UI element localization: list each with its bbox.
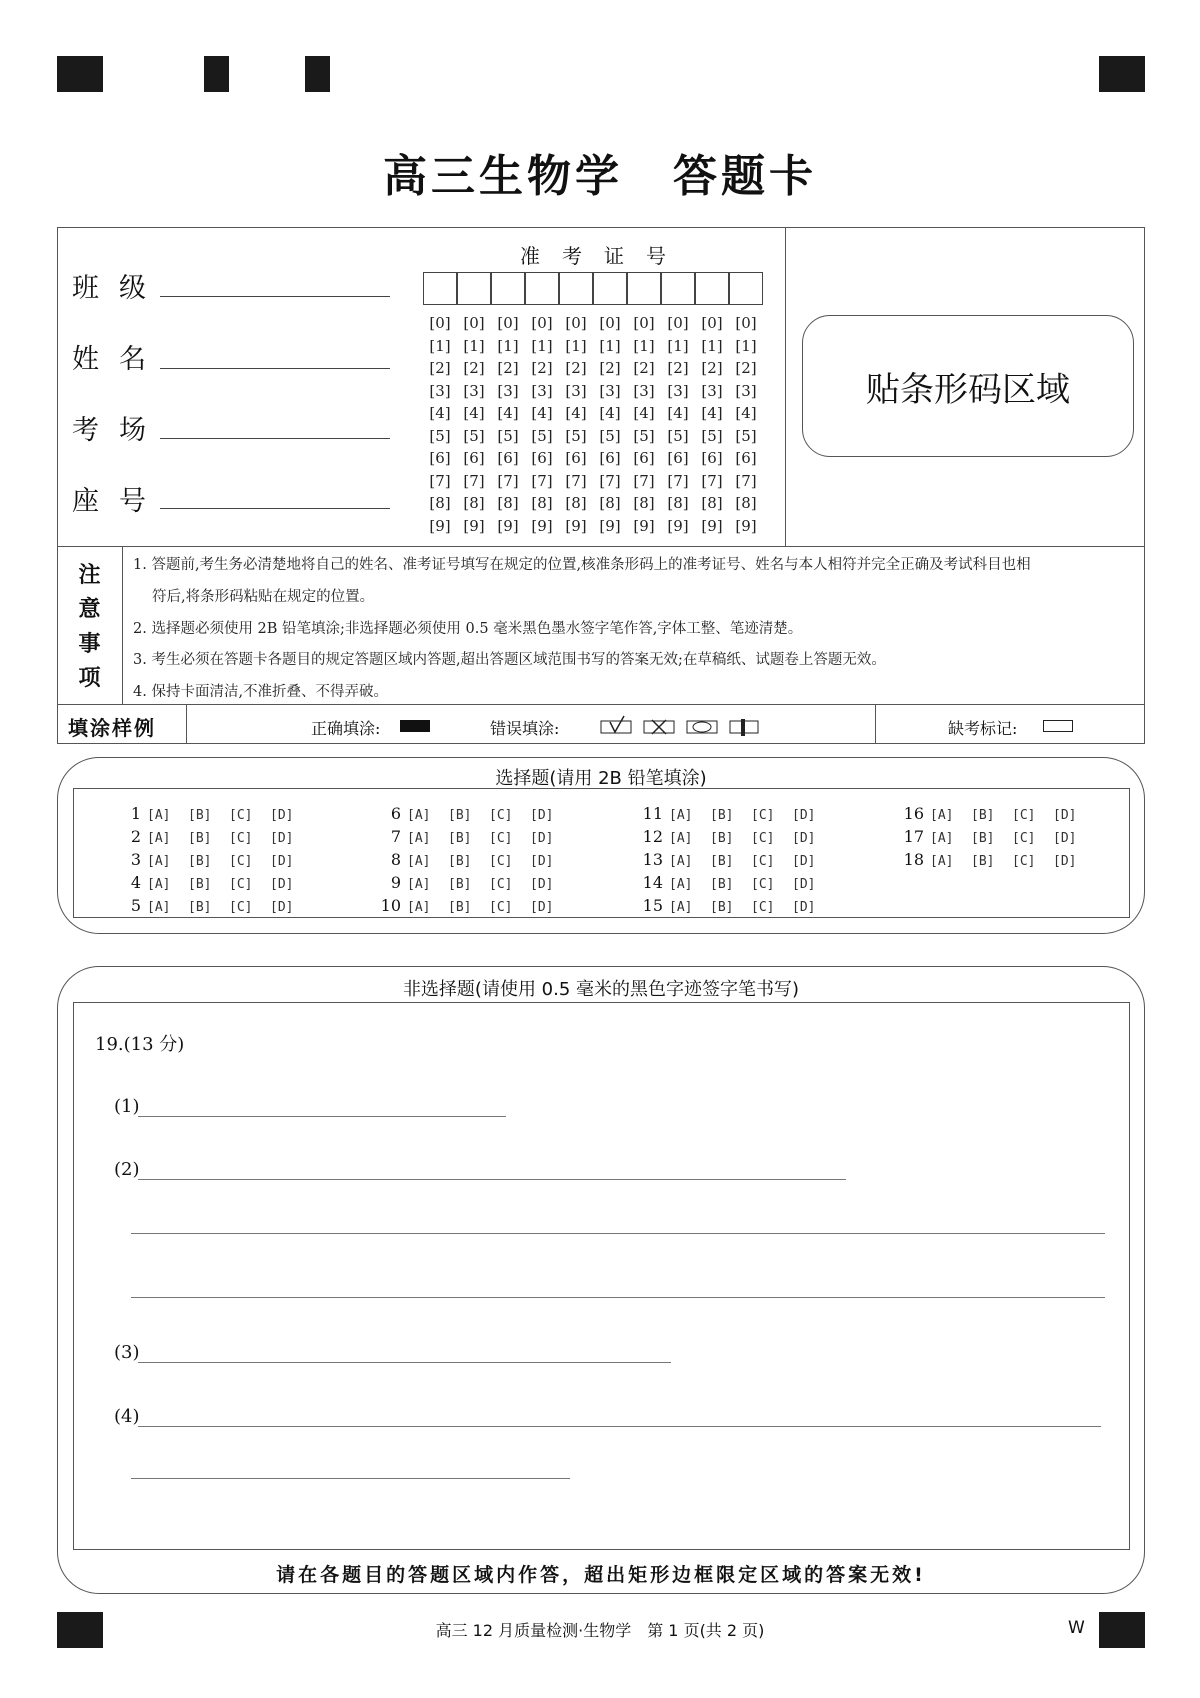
fill-absent-divider (875, 704, 876, 744)
choice-option-bubble[interactable]: [D] (1053, 831, 1077, 846)
exam-digit-option[interactable]: [4] (599, 404, 621, 422)
exam-digit-option[interactable]: [7] (599, 471, 621, 490)
exam-number-box-10[interactable] (729, 272, 763, 305)
part-1-label: (1) (114, 1096, 140, 1117)
choice-option-bubble[interactable]: [B] (710, 900, 734, 915)
exam-digit-option[interactable]: [3] (497, 381, 519, 400)
exam-digit-option[interactable]: [6] (735, 449, 757, 467)
choice-question (375, 896, 571, 915)
choice-question-number: 17 (903, 827, 924, 846)
choice-question (637, 873, 833, 892)
exam-digit-option[interactable]: [6] (429, 449, 451, 467)
choice-option-bubble[interactable]: [C] (751, 808, 775, 823)
exam-digit-option[interactable]: [0] (531, 314, 553, 332)
choice-question (898, 850, 1094, 869)
exam-digit-option[interactable]: [3] (701, 381, 723, 400)
choice-question (375, 804, 571, 823)
choice-option-bubble[interactable]: [D] (792, 877, 816, 892)
choice-option-bubble[interactable]: [A] (147, 900, 171, 915)
exam-digit-option[interactable]: [5] (429, 426, 451, 445)
choice-option-bubble[interactable]: [D] (270, 877, 294, 892)
choice-option-bubble[interactable]: [D] (792, 808, 816, 823)
exam-digit-option[interactable]: [4] (565, 404, 587, 422)
exam-digit-option[interactable]: [8] (599, 494, 621, 512)
choice-question (637, 850, 833, 869)
exam-digit-option[interactable]: [7] (633, 471, 655, 490)
exam-digit-option[interactable]: [9] (497, 516, 519, 535)
version-mark: W (1068, 1618, 1085, 1638)
exam-digit-option[interactable]: [4] (429, 404, 451, 422)
choice-question-number: 18 (903, 850, 924, 869)
choice-question (375, 873, 571, 892)
exam-digit-option[interactable]: [6] (633, 449, 655, 467)
exam-digit-option[interactable]: [4] (531, 404, 553, 422)
notice-item-1: 1. 答题前,考生务必清楚地将自己的姓名、准考证号填写在规定的位置,核准条形码上的准考证号、姓名与本人相符并完全正确及考试科目也相 (133, 557, 1031, 573)
exam-digit-option[interactable]: [7] (463, 471, 485, 490)
choice-option-bubble[interactable]: [A] (669, 877, 693, 892)
field-room-input[interactable] (160, 438, 390, 439)
choice-option-bubble[interactable]: [A] (407, 900, 431, 915)
exam-digit-option[interactable]: [4] (497, 404, 519, 422)
notice-label-divider (122, 546, 123, 704)
page-title (0, 140, 1200, 204)
choice-option-bubble[interactable]: [C] (489, 854, 513, 869)
exam-digit-option[interactable]: [9] (463, 516, 485, 535)
choice-option-bubble[interactable]: [D] (270, 900, 294, 915)
exam-digit-option[interactable]: [1] (531, 336, 553, 355)
nonchoice-section-title: 非选择题(请使用 0.5 毫米的黑色字迹签字笔书写) (402, 979, 800, 1000)
exam-digit-option[interactable]: [1] (429, 336, 451, 355)
exam-digit-option[interactable]: [2] (701, 359, 723, 377)
choice-option-bubble[interactable]: [A] (669, 831, 693, 846)
choice-option-bubble[interactable]: [C] (489, 808, 513, 823)
exam-digit-option[interactable]: [1] (667, 336, 689, 355)
exam-digit-option[interactable]: [8] (701, 494, 723, 512)
notice-label-char: 事 (78, 631, 101, 657)
choice-option-bubble[interactable]: [A] (147, 808, 171, 823)
exam-digit-option[interactable]: [9] (701, 516, 723, 535)
choice-option-bubble[interactable]: [A] (147, 831, 171, 846)
exam-number-box-3[interactable] (491, 272, 525, 305)
choice-option-bubble[interactable]: [B] (971, 854, 995, 869)
choice-question-number: 16 (903, 804, 924, 823)
choice-question (115, 827, 311, 846)
choice-option-bubble[interactable]: [A] (930, 808, 954, 823)
exam-digit-option[interactable]: [2] (497, 359, 519, 377)
choice-question-number: 15 (642, 896, 663, 915)
nonchoice-section-inner (73, 1002, 1130, 1550)
choice-option-bubble[interactable]: [B] (448, 808, 472, 823)
exam-digit-option[interactable]: [3] (735, 381, 757, 400)
exam-digit-option[interactable]: [1] (633, 336, 655, 355)
notice-label (57, 546, 122, 704)
exam-digit-option[interactable]: [8] (565, 494, 587, 512)
choice-question-number: 4 (130, 873, 141, 892)
choice-option-bubble[interactable]: [A] (407, 877, 431, 892)
exam-digit-option[interactable]: [2] (463, 359, 485, 377)
choice-question (115, 873, 311, 892)
choice-section-title: 选择题(请用 2B 铅笔填涂) (495, 768, 707, 789)
choice-option-bubble[interactable]: [C] (1012, 831, 1036, 846)
exam-digit-option[interactable]: [1] (565, 336, 587, 355)
field-name-label: 姓名 (72, 344, 166, 375)
exam-digit-option[interactable]: [3] (599, 381, 621, 400)
choice-question (115, 850, 311, 869)
exam-number-box-4[interactable] (525, 272, 559, 305)
choice-question-number: 2 (130, 827, 141, 846)
choice-question-number: 10 (380, 896, 401, 915)
exam-digit-option[interactable]: [1] (497, 336, 519, 355)
choice-question (375, 827, 571, 846)
exam-number-box-1[interactable] (423, 272, 457, 305)
exam-digit-option[interactable]: [7] (701, 471, 723, 490)
choice-option-bubble[interactable]: [B] (188, 900, 212, 915)
registration-mark-top-2 (204, 56, 229, 92)
field-class-label: 班级 (72, 273, 166, 304)
exam-number-label: 准考证号 (520, 244, 688, 268)
choice-question-number: 5 (130, 896, 141, 915)
exam-digit-option[interactable]: [0] (497, 314, 519, 332)
choice-option-bubble[interactable]: [D] (792, 831, 816, 846)
choice-option-bubble[interactable]: [D] (270, 831, 294, 846)
exam-digit-option[interactable]: [9] (633, 516, 655, 535)
choice-option-bubble[interactable]: [B] (710, 877, 734, 892)
exam-digit-option[interactable]: [8] (735, 494, 757, 512)
choice-question-number: 8 (390, 850, 401, 869)
field-room-label: 考场 (72, 415, 166, 446)
exam-digit-option[interactable]: [6] (531, 449, 553, 467)
choice-option-bubble[interactable]: [A] (669, 854, 693, 869)
notice-item-4: 4. 保持卡面清洁,不准折叠、不得弄破。 (133, 684, 389, 700)
part-2-label: (2) (114, 1159, 140, 1180)
exam-digit-option[interactable]: [9] (599, 516, 621, 535)
header-divider-notice (57, 546, 1145, 547)
part-2-answer-line-1[interactable] (138, 1179, 846, 1180)
exam-digit-option[interactable]: [6] (667, 449, 689, 467)
notice-label-char: 意 (78, 597, 101, 623)
choice-option-bubble[interactable]: [B] (448, 854, 472, 869)
part-1-answer-line[interactable] (138, 1116, 506, 1117)
exam-digit-option[interactable]: [0] (701, 314, 723, 332)
field-name-input[interactable] (160, 368, 390, 369)
exam-digit-option[interactable]: [5] (531, 426, 553, 445)
choice-option-bubble[interactable]: [B] (188, 877, 212, 892)
exam-digit-option[interactable]: [4] (633, 404, 655, 422)
choice-question (115, 896, 311, 915)
choice-question (115, 804, 311, 823)
fill-correct-label: 正确填涂: (311, 719, 381, 738)
exam-digit-option[interactable]: [3] (463, 381, 485, 400)
notice-item-2: 2. 选择题必须使用 2B 铅笔填涂;非选择题必须使用 0.5 毫米黑色墨水签字笔作答,字体工整、笔迹清楚。 (133, 621, 803, 637)
fill-absent-label: 缺考标记: (948, 719, 1018, 738)
notice-item-1-cont: 符后,将条形码粘贴在规定的位置。 (152, 589, 375, 605)
choice-option-bubble[interactable]: [D] (1053, 808, 1077, 823)
exam-digit-option[interactable]: [6] (463, 449, 485, 467)
choice-option-bubble[interactable]: [C] (229, 900, 253, 915)
choice-question-number: 6 (390, 804, 401, 823)
choice-option-bubble[interactable]: [D] (530, 831, 554, 846)
registration-mark-top-right (1099, 56, 1145, 92)
choice-option-bubble[interactable]: [D] (270, 808, 294, 823)
choice-option-bubble[interactable]: [C] (489, 831, 513, 846)
fill-example-label: 填涂样例 (68, 716, 156, 740)
exam-digit-option[interactable]: [5] (463, 426, 485, 445)
exam-number-box-8[interactable] (661, 272, 695, 305)
exam-digit-option[interactable]: [9] (565, 516, 587, 535)
part-4-label: (4) (114, 1406, 140, 1427)
exam-digit-option[interactable]: [5] (667, 426, 689, 445)
exam-digit-option[interactable]: [9] (531, 516, 553, 535)
exam-digit-option[interactable]: [0] (667, 314, 689, 332)
part-3-label: (3) (114, 1342, 140, 1363)
fill-label-divider (186, 704, 187, 744)
exam-digit-option[interactable]: [0] (735, 314, 757, 332)
registration-mark-top-left (57, 56, 103, 92)
choice-option-bubble[interactable]: [B] (448, 900, 472, 915)
exam-digit-option[interactable]: [8] (633, 494, 655, 512)
choice-question-number: 1 (130, 804, 141, 823)
choice-option-bubble[interactable]: [A] (407, 808, 431, 823)
question-19-label: 19.(13 分) (95, 1034, 185, 1055)
exam-digit-option[interactable]: [8] (667, 494, 689, 512)
choice-option-bubble[interactable]: [B] (448, 877, 472, 892)
exam-digit-option[interactable]: [9] (429, 516, 451, 535)
choice-question-number: 9 (390, 873, 401, 892)
choice-option-bubble[interactable]: [B] (710, 831, 734, 846)
field-seat-label: 座号 (72, 486, 166, 517)
part-4-answer-line-1[interactable] (138, 1426, 1101, 1427)
exam-digit-option[interactable]: [8] (497, 494, 519, 512)
exam-digit-option[interactable]: [2] (599, 359, 621, 377)
choice-option-bubble[interactable]: [A] (930, 854, 954, 869)
choice-question (898, 827, 1094, 846)
choice-option-bubble[interactable]: [B] (448, 831, 472, 846)
exam-digit-option[interactable]: [5] (633, 426, 655, 445)
exam-digit-option[interactable]: [3] (429, 381, 451, 400)
exam-digit-option[interactable]: [6] (565, 449, 587, 467)
choice-option-bubble[interactable]: [B] (710, 854, 734, 869)
choice-option-bubble[interactable]: [C] (751, 854, 775, 869)
exam-number-box-5[interactable] (559, 272, 593, 305)
choice-option-bubble[interactable]: [A] (669, 808, 693, 823)
exam-digit-option[interactable]: [5] (701, 426, 723, 445)
exam-digit-option[interactable]: [5] (565, 426, 587, 445)
exam-digit-option[interactable]: [9] (667, 516, 689, 535)
exam-number-box-6[interactable] (593, 272, 627, 305)
choice-option-bubble[interactable]: [C] (229, 808, 253, 823)
choice-question (637, 804, 833, 823)
choice-option-bubble[interactable]: [A] (930, 831, 954, 846)
exam-digit-option[interactable]: [4] (701, 404, 723, 422)
exam-digit-option[interactable]: [1] (599, 336, 621, 355)
choice-option-bubble[interactable]: [D] (792, 854, 816, 869)
exam-digit-option[interactable]: [8] (531, 494, 553, 512)
exam-digit-option[interactable]: [1] (463, 336, 485, 355)
part-4-answer-line-2[interactable] (131, 1478, 570, 1479)
bottom-notice: 请在各题目的答题区域内作答，超出矩形边框限定区域的答案无效! (276, 1564, 926, 1586)
exam-digit-option[interactable]: [4] (463, 404, 485, 422)
choice-question (375, 850, 571, 869)
exam-digit-option[interactable]: [0] (599, 314, 621, 332)
choice-option-bubble[interactable]: [A] (669, 900, 693, 915)
choice-option-bubble[interactable]: [C] (229, 854, 253, 869)
exam-digit-option[interactable]: [3] (667, 381, 689, 400)
choice-option-bubble[interactable]: [D] (530, 808, 554, 823)
exam-digit-option[interactable]: [7] (735, 471, 757, 490)
exam-digit-option[interactable]: [4] (735, 404, 757, 422)
exam-digit-option[interactable]: [9] (735, 516, 757, 535)
exam-digit-option[interactable]: [7] (667, 471, 689, 490)
field-seat-input[interactable] (160, 508, 390, 509)
exam-digit-option[interactable]: [6] (497, 449, 519, 467)
exam-digit-option[interactable]: [0] (463, 314, 485, 332)
part-3-answer-line[interactable] (138, 1362, 671, 1363)
part-2-answer-line-3[interactable] (131, 1297, 1105, 1298)
choice-question-number: 13 (642, 850, 663, 869)
exam-digit-option[interactable]: [3] (565, 381, 587, 400)
choice-option-bubble[interactable]: [B] (188, 831, 212, 846)
choice-question (637, 827, 833, 846)
choice-option-bubble[interactable]: [D] (530, 854, 554, 869)
exam-digit-option[interactable]: [5] (497, 426, 519, 445)
exam-digit-option[interactable]: [3] (633, 381, 655, 400)
exam-digit-option[interactable]: [0] (429, 314, 451, 332)
field-class-input[interactable] (160, 296, 390, 297)
choice-question (637, 896, 833, 915)
choice-option-bubble[interactable]: [C] (1012, 808, 1036, 823)
exam-digit-option[interactable]: [2] (429, 359, 451, 377)
exam-number-box-9[interactable] (695, 272, 729, 305)
choice-option-bubble[interactable]: [C] (751, 900, 775, 915)
fill-wrong-label: 错误填涂: (490, 719, 560, 738)
exam-digit-option[interactable]: [8] (463, 494, 485, 512)
exam-digit-option[interactable]: [1] (735, 336, 757, 355)
header-divider-fill (57, 704, 1145, 705)
exam-digit-option[interactable]: [6] (701, 449, 723, 467)
exam-digit-option[interactable]: [2] (667, 359, 689, 377)
part-2-answer-line-2[interactable] (131, 1233, 1105, 1234)
exam-digit-option[interactable]: [7] (429, 471, 451, 490)
title-subject: 高三生物学 (383, 151, 623, 202)
choice-option-bubble[interactable]: [B] (971, 831, 995, 846)
exam-digit-option[interactable]: [1] (701, 336, 723, 355)
choice-question-number: 3 (130, 850, 141, 869)
choice-question-number: 14 (642, 873, 663, 892)
choice-question-number: 11 (642, 804, 663, 823)
exam-number-box-7[interactable] (627, 272, 661, 305)
exam-digit-option[interactable]: [8] (429, 494, 451, 512)
choice-option-bubble[interactable]: [C] (489, 877, 513, 892)
exam-digit-option[interactable]: [5] (599, 426, 621, 445)
title-card: 答题卡 (673, 151, 817, 202)
absent-mark-box[interactable] (1043, 720, 1073, 732)
choice-option-bubble[interactable]: [C] (229, 831, 253, 846)
choice-option-bubble[interactable]: [B] (710, 808, 734, 823)
exam-digit-option[interactable]: [3] (531, 381, 553, 400)
exam-digit-option[interactable]: [7] (565, 471, 587, 490)
choice-option-bubble[interactable]: [B] (188, 854, 212, 869)
choice-option-bubble[interactable]: [A] (147, 854, 171, 869)
choice-option-bubble[interactable]: [C] (751, 877, 775, 892)
choice-option-bubble[interactable]: [A] (147, 877, 171, 892)
exam-digit-option[interactable]: [7] (497, 471, 519, 490)
choice-option-bubble[interactable]: [D] (530, 877, 554, 892)
barcode-area: 贴条形码区域 (802, 315, 1134, 457)
exam-digit-option[interactable]: [4] (667, 404, 689, 422)
fill-wrong-samples (600, 714, 760, 742)
choice-option-bubble[interactable]: [C] (1012, 854, 1036, 869)
notice-label-char: 注 (78, 562, 101, 588)
choice-option-bubble[interactable]: [B] (188, 808, 212, 823)
exam-digit-option[interactable]: [2] (735, 359, 757, 377)
exam-digit-option[interactable]: [0] (565, 314, 587, 332)
choice-option-bubble[interactable]: [C] (751, 831, 775, 846)
choice-option-bubble[interactable]: [D] (1053, 854, 1077, 869)
choice-option-bubble[interactable]: [D] (270, 854, 294, 869)
choice-option-bubble[interactable]: [A] (407, 854, 431, 869)
choice-question-number: 7 (390, 827, 401, 846)
exam-digit-option[interactable]: [2] (531, 359, 553, 377)
choice-option-bubble[interactable]: [B] (971, 808, 995, 823)
exam-digit-option[interactable]: [2] (565, 359, 587, 377)
choice-question (898, 804, 1094, 823)
choice-option-bubble[interactable]: [D] (792, 900, 816, 915)
fill-correct-sample (400, 720, 430, 732)
exam-digit-option[interactable]: [7] (531, 471, 553, 490)
choice-option-bubble[interactable]: [A] (407, 831, 431, 846)
exam-digit-option[interactable]: [6] (599, 449, 621, 467)
exam-digit-option[interactable]: [2] (633, 359, 655, 377)
choice-question-number: 12 (642, 827, 663, 846)
page-footer: 高三 12 月质量检测·生物学 第 1 页(共 2 页) (435, 1621, 765, 1640)
choice-option-bubble[interactable]: [D] (530, 900, 554, 915)
exam-digit-option[interactable]: [0] (633, 314, 655, 332)
choice-option-bubble[interactable]: [C] (229, 877, 253, 892)
registration-mark-top-3 (305, 56, 330, 92)
exam-digit-option[interactable]: [5] (735, 426, 757, 445)
exam-number-box-2[interactable] (457, 272, 491, 305)
notice-label-char: 项 (78, 666, 101, 692)
header-divider-vertical (785, 227, 786, 546)
choice-option-bubble[interactable]: [C] (489, 900, 513, 915)
notice-item-3: 3. 考生必须在答题卡各题目的规定答题区域内答题,超出答题区域范围书写的答案无效;在草稿纸、试题卷上答题无效。 (133, 652, 886, 668)
